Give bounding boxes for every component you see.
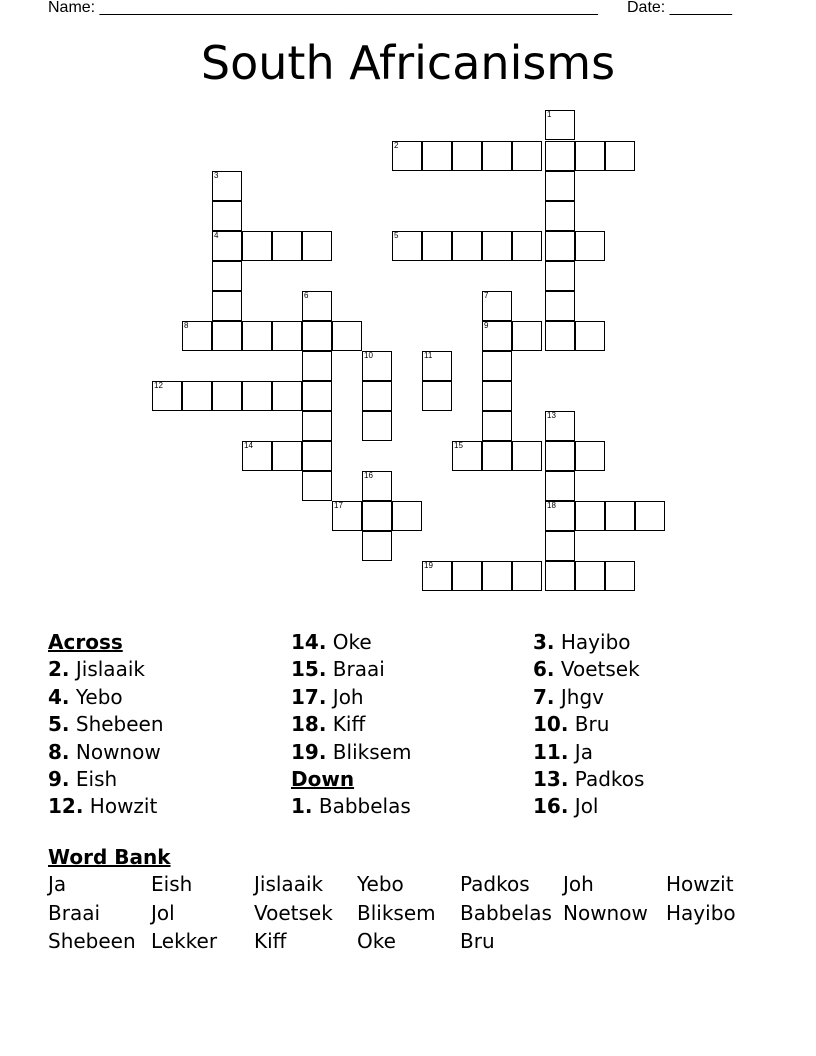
grid-cell[interactable]	[482, 291, 512, 321]
grid-cell[interactable]	[452, 231, 482, 261]
grid-cell[interactable]	[575, 321, 605, 351]
grid-cell[interactable]	[482, 141, 512, 171]
grid-cell[interactable]	[482, 561, 512, 591]
grid-cell[interactable]	[545, 261, 575, 291]
grid-cell[interactable]	[272, 441, 302, 471]
grid-cell[interactable]	[302, 291, 332, 321]
grid-cell[interactable]	[545, 171, 575, 201]
grid-cell[interactable]	[512, 561, 542, 591]
grid-cell[interactable]	[422, 231, 452, 261]
grid-cell[interactable]	[362, 531, 392, 561]
clue-across: 17. Joh	[291, 684, 364, 709]
grid-cell[interactable]	[545, 321, 575, 351]
grid-cell[interactable]	[302, 351, 332, 381]
grid-cell[interactable]	[452, 141, 482, 171]
grid-cell[interactable]	[212, 171, 242, 201]
grid-cell[interactable]	[635, 501, 665, 531]
clue-across: 9. Eish	[48, 767, 118, 792]
cell-number: 19	[424, 561, 433, 570]
grid-cell[interactable]	[545, 531, 575, 561]
grid-cell[interactable]	[605, 141, 635, 171]
word-bank-item: Ja	[48, 872, 67, 896]
grid-cell[interactable]	[212, 321, 242, 351]
clue-down: 6. Voetsek	[533, 657, 640, 682]
word-bank-item: Jislaaik	[254, 872, 324, 896]
grid-cell[interactable]	[422, 351, 452, 381]
grid-cell[interactable]	[182, 381, 212, 411]
grid-cell[interactable]	[332, 321, 362, 351]
clue-across: 14. Oke	[291, 630, 372, 654]
cell-number: 4	[214, 231, 219, 240]
grid-cell[interactable]	[362, 411, 392, 441]
clue-across: 18. Kiff	[291, 712, 366, 737]
grid-cell[interactable]	[242, 381, 272, 411]
grid-cell[interactable]	[212, 381, 242, 411]
clue-across: 5. Shebeen	[48, 712, 164, 737]
clue-across: 2. Jislaaik	[48, 657, 145, 682]
grid-cell[interactable]	[302, 471, 332, 501]
grid-cell[interactable]	[302, 381, 332, 411]
grid-cell[interactable]	[545, 501, 575, 531]
grid-cell[interactable]	[545, 110, 575, 140]
word-bank-item: Shebeen	[48, 929, 136, 953]
grid-cell[interactable]	[332, 501, 362, 531]
cell-number: 8	[184, 321, 189, 330]
word-bank-item: Hayibo	[666, 900, 736, 925]
grid-cell[interactable]	[212, 201, 242, 231]
clue-column-3	[533, 629, 644, 821]
word-bank-item: Joh	[563, 872, 594, 896]
grid-cell[interactable]	[605, 561, 635, 591]
grid-cell[interactable]	[272, 231, 302, 261]
cell-number: 9	[484, 321, 489, 330]
cell-number: 14	[244, 441, 253, 450]
cell-number: 15	[454, 441, 463, 450]
grid-cell[interactable]	[242, 441, 272, 471]
word-bank-item: Jol	[151, 900, 175, 925]
grid-cell[interactable]	[482, 351, 512, 381]
cell-number: 6	[304, 291, 309, 300]
clue-column-1	[48, 629, 164, 821]
grid-cell[interactable]	[362, 501, 392, 531]
grid-cell[interactable]	[362, 381, 392, 411]
grid-cell[interactable]	[212, 231, 242, 261]
grid-cell[interactable]	[482, 381, 512, 411]
grid-cell[interactable]	[272, 381, 302, 411]
cell-number: 11	[424, 351, 433, 360]
clue-down: 10. Bru	[533, 712, 610, 737]
grid-cell[interactable]	[422, 381, 452, 411]
word-bank-title: Word Bank	[48, 845, 171, 869]
grid-cell[interactable]	[545, 441, 575, 471]
cell-number: 16	[364, 471, 373, 480]
cell-number: 13	[547, 411, 556, 420]
word-bank-item: Oke	[357, 929, 396, 953]
word-bank-item: Yebo	[357, 872, 404, 896]
grid-cell[interactable]	[482, 411, 512, 441]
grid-cell[interactable]	[362, 471, 392, 501]
clue-down: 1. Babbelas	[291, 794, 411, 819]
word-bank-item: Braai	[48, 900, 101, 925]
grid-cell[interactable]	[512, 441, 542, 471]
clue-down: 16. Jol	[533, 794, 599, 819]
grid-cell[interactable]	[242, 321, 272, 351]
clue-column-2	[291, 629, 411, 821]
word-bank-item: Eish	[151, 872, 193, 896]
cell-number: 7	[484, 291, 489, 300]
cell-number: 1	[547, 110, 552, 119]
grid-cell[interactable]	[212, 261, 242, 291]
word-bank-item: Padkos	[460, 872, 530, 896]
grid-cell[interactable]	[545, 201, 575, 231]
grid-cell[interactable]	[422, 561, 452, 591]
grid-cell[interactable]	[482, 231, 512, 261]
grid-cell[interactable]	[605, 501, 635, 531]
grid-cell[interactable]	[575, 231, 605, 261]
grid-cell[interactable]	[452, 441, 482, 471]
grid-cell[interactable]	[422, 141, 452, 171]
grid-cell[interactable]	[575, 141, 605, 171]
cell-number: 5	[394, 231, 399, 240]
word-bank-item: Lekker	[151, 929, 218, 953]
grid-cell[interactable]	[545, 411, 575, 441]
cell-number: 18	[547, 501, 556, 510]
grid-cell[interactable]	[512, 231, 542, 261]
grid-cell[interactable]	[392, 231, 422, 261]
grid-cell[interactable]	[452, 561, 482, 591]
grid-cell[interactable]	[512, 141, 542, 171]
grid-cell[interactable]	[302, 321, 332, 351]
cell-number: 12	[154, 381, 163, 390]
word-bank-item: Bliksem	[357, 900, 436, 925]
word-bank	[48, 872, 768, 958]
clue-down: 7. Jhgv	[533, 684, 604, 709]
cell-number: 10	[364, 351, 373, 360]
word-bank-item: Howzit	[666, 872, 734, 896]
grid-cell[interactable]	[302, 441, 332, 471]
grid-cell[interactable]	[272, 321, 302, 351]
grid-cell[interactable]	[575, 501, 605, 531]
down-heading: Down	[291, 767, 355, 792]
grid-cell[interactable]	[545, 291, 575, 321]
name-field-line: Name: ________________________________________________________	[48, 0, 598, 16]
word-bank-item: Babbelas	[460, 900, 552, 925]
grid-cell[interactable]	[392, 501, 422, 531]
grid-cell[interactable]	[182, 321, 212, 351]
clue-down: 11. Ja	[533, 739, 593, 764]
clue-across: 15. Braai	[291, 657, 385, 682]
grid-cell[interactable]	[152, 381, 182, 411]
grid-cell[interactable]	[545, 561, 575, 591]
grid-cell[interactable]	[545, 141, 575, 171]
grid-cell[interactable]	[512, 321, 542, 351]
page-title: South Africanisms	[200, 36, 616, 90]
date-field-line: Date: _______	[627, 0, 732, 16]
grid-cell[interactable]	[242, 231, 272, 261]
grid-cell[interactable]	[212, 291, 242, 321]
grid-cell[interactable]	[362, 351, 392, 381]
cell-number: 17	[334, 501, 343, 510]
clue-across: 4. Yebo	[48, 684, 123, 709]
grid-cell[interactable]	[545, 471, 575, 501]
word-bank-item: Kiff	[254, 929, 287, 953]
word-bank-item: Voetsek	[254, 900, 333, 925]
grid-cell[interactable]	[482, 441, 512, 471]
clue-down: 13. Padkos	[533, 767, 645, 792]
cell-number: 2	[394, 141, 399, 150]
word-bank-item: Bru	[460, 929, 495, 953]
cell-number: 3	[214, 171, 219, 180]
grid-cell[interactable]	[545, 231, 575, 261]
clue-across: 19. Bliksem	[291, 739, 412, 764]
word-bank-item: Nownow	[563, 900, 648, 925]
clue-down: 3. Hayibo	[533, 630, 631, 654]
grid-cell[interactable]	[302, 411, 332, 441]
clue-across: 8. Nownow	[48, 739, 161, 764]
clue-across: 12. Howzit	[48, 794, 158, 819]
grid-cell[interactable]	[482, 321, 512, 351]
grid-cell[interactable]	[575, 441, 605, 471]
grid-cell[interactable]	[302, 231, 332, 261]
grid-cell[interactable]	[392, 141, 422, 171]
grid-cell[interactable]	[575, 561, 605, 591]
across-heading: Across	[48, 630, 123, 654]
